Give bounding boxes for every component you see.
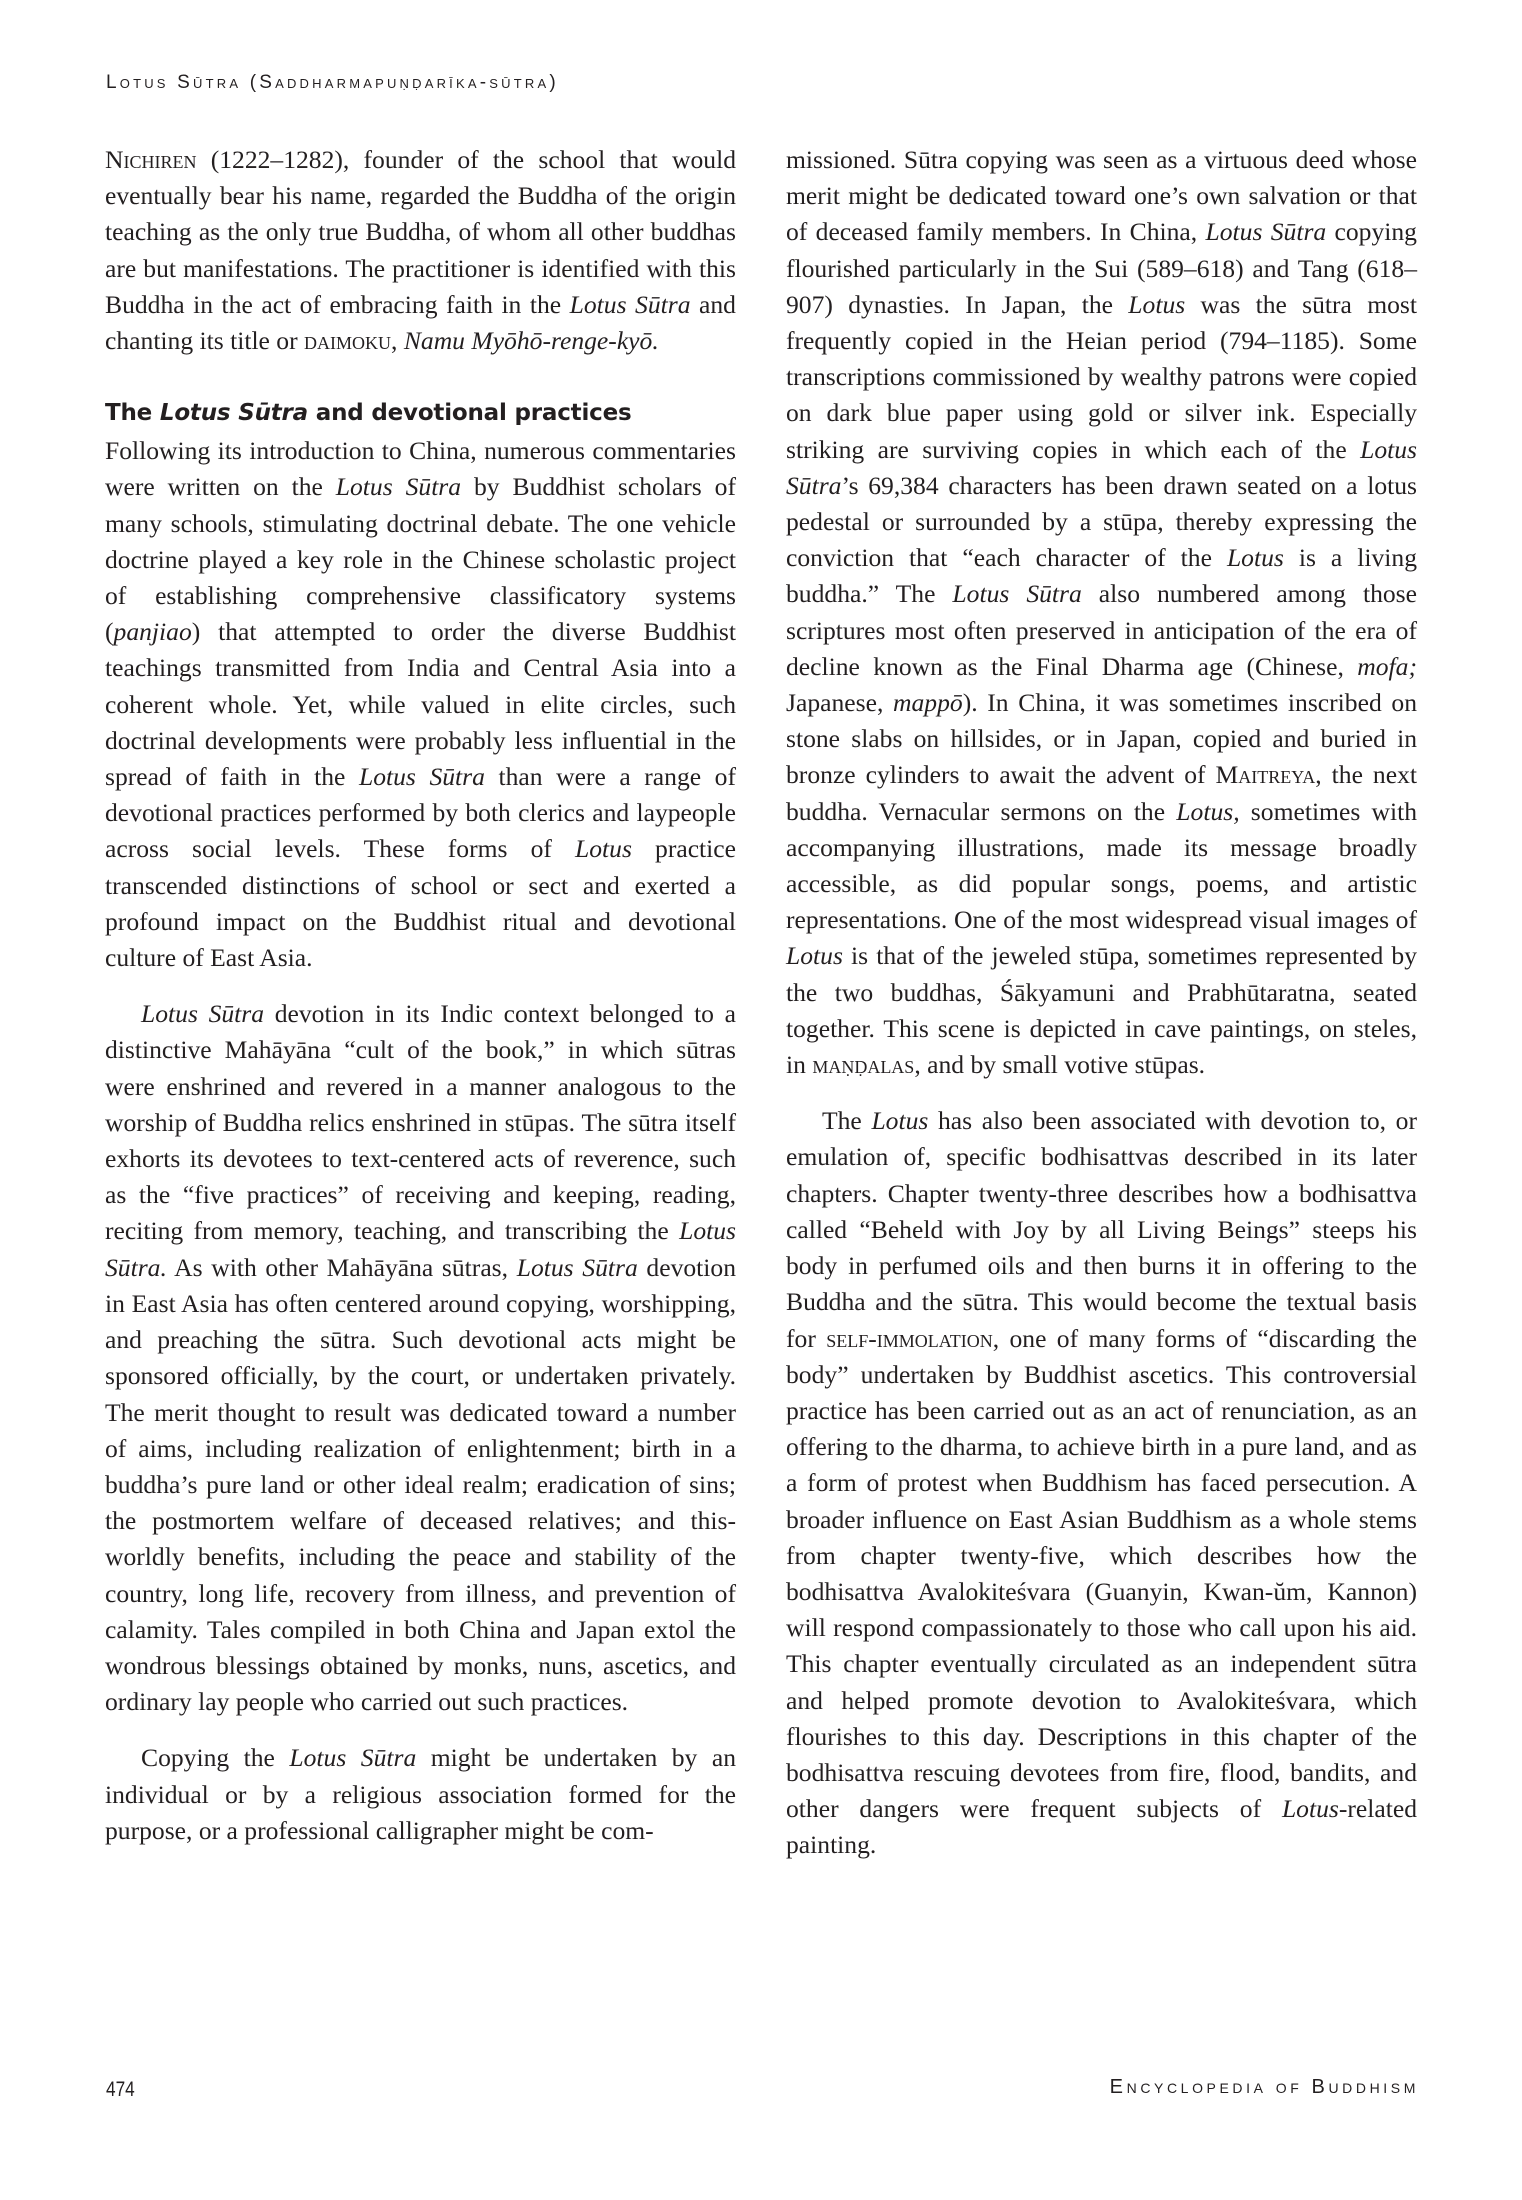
text: ) that attempted to order the diverse Buddhist teachings transmitted from India and Central Asia into a coherent whole. Yet, while valued in elite circles, such doctrinal developments were probably less influential in the spread of faith in the bbox=[105, 617, 736, 792]
running-head: Lotus Sūtra (Saddharmapuṇḍarīka-sūtra) bbox=[106, 72, 559, 93]
text: than were a range of devotional practices performed by both clerics and laypeople across social levels. These forms of bbox=[105, 762, 736, 864]
crossref-self-immolation[interactable]: self-immolation bbox=[826, 1323, 993, 1353]
italic-term: panjiao bbox=[113, 617, 192, 647]
italic-title: Lotus bbox=[1128, 289, 1186, 319]
text: , bbox=[391, 326, 404, 356]
italic-title: Lotus Sūtra bbox=[786, 434, 1417, 500]
text: Copying the bbox=[141, 1743, 290, 1773]
italic-term: mappō bbox=[893, 688, 963, 718]
crossref-nichiren[interactable]: Nichiren bbox=[105, 145, 197, 174]
italic-title: Lotus Sūtra bbox=[516, 1252, 638, 1282]
italic-term: mofa; bbox=[1357, 651, 1417, 681]
section-heading bbox=[105, 395, 736, 431]
text: might be undertaken by an individual or by a religious association formed for the purpose, or a professional calligrapher might be com- bbox=[105, 1743, 736, 1845]
page-number: 474 bbox=[106, 2078, 135, 2101]
heading-italic: Lotus Sūtra bbox=[159, 400, 308, 427]
left-column bbox=[105, 142, 736, 1849]
book-title: Encyclopedia of Buddhism bbox=[1109, 2076, 1419, 2098]
text: ). In China, it was sometimes inscribed on stone slabs on hillsides, or in Japan, copied and buried in bronze cylinders to await the advent of bbox=[786, 688, 1417, 790]
italic-title: Lotus bbox=[1226, 543, 1284, 573]
text: and chanting its title or bbox=[105, 289, 736, 356]
text: sometimes with accompanying illustrations, made its message broadly accessible, as did popular songs, poems, and artistic representations. One of the most widespread visual images of bbox=[786, 796, 1417, 935]
text: Following its introduction to China, numerous commentaries were written on the bbox=[105, 436, 736, 502]
text: practice transcended distinctions of school or sect and exerted a profound impact on the Buddhist ritual and devotional culture of East Asia. bbox=[105, 834, 736, 973]
text: devotion in East Asia has often centered around copying, worshipping, and preaching the sūtra. Such devotional acts might be sponsored officially, by the court, or undertaken privately. The merit thought to result was dedicated toward a number of aims, including realization of enlightenment; birth in a buddha’s pure land or other ideal realm; eradication of sins; the postmortem welfare of deceased relatives; and this-worldly benefits, including the peace and stability of the country, long life, recovery from illness, and prevention of calamity. Tales compiled in both China and Japan extol the wondrous blessings obtained by monks, nuns, ascetics, and ordinary lay people who carried out such practices. bbox=[105, 1252, 736, 1717]
text: missioned. Sūtra copying was seen as a virtuous deed whose merit might be dedicated toward one’s own salvation or that of deceased family members. In China, bbox=[786, 145, 1417, 247]
text: As with other Mahāyāna sūtras, bbox=[166, 1252, 517, 1282]
paragraph-indic-devotion bbox=[105, 996, 736, 1720]
italic-title: Lotus Sūtra bbox=[952, 579, 1082, 609]
paragraph-bodhisattvas bbox=[786, 1103, 1417, 1863]
italic-title: Lotus bbox=[871, 1106, 929, 1136]
text: , and by small votive stūpas. bbox=[914, 1050, 1206, 1080]
crossref-mandalas[interactable]: maṇḍalas bbox=[812, 1050, 915, 1080]
text: is that of the jeweled stūpa, sometimes represented by the two buddhas, Śākyamuni and Prabhūtaratna, seated together. This scene is depicted in cave paintings, on steles, in bbox=[786, 941, 1417, 1080]
text: by Buddhist scholars of many schools, stimulating doctrinal debate. The one vehicle doctrine played a key role in the Chinese scholastic project of establishing comprehensive classificatory systems ( bbox=[105, 472, 736, 647]
text: ’s 69,384 characters has been drawn seated on a lotus pedestal or surrounded by a stūpa, thereby expressing the conviction that “each character of the bbox=[786, 470, 1417, 573]
paragraph-copying bbox=[105, 1740, 736, 1849]
text: The bbox=[822, 1106, 872, 1136]
right-column bbox=[786, 142, 1417, 1864]
italic-title: Lotus bbox=[786, 941, 843, 971]
text: , the next buddha. Vernacular sermons on the bbox=[786, 760, 1417, 826]
paragraph-nichiren bbox=[105, 142, 736, 359]
italic-title: Lotus Sūtra bbox=[569, 289, 691, 319]
italic-title: Lotus Sūtra bbox=[141, 999, 265, 1029]
text: also numbered among those scriptures most often preserved in anticipation of the era of decline known as the Final Dharma age (Chinese, bbox=[786, 579, 1417, 681]
text: Japanese, bbox=[786, 688, 894, 718]
italic-title: Lotus, bbox=[1176, 796, 1240, 826]
text: has also been associated with devotion to, or emulation of, specific bodhisattvas described in its later chapters. Chapter twenty-three describes how a bodhisattva called “Beheld with Joy by all Living Beings” steeps his body in perfumed oils and then burns it in offering to the Buddha and the sūtra. This would become the textual basis for bbox=[786, 1106, 1417, 1353]
text: copying flourished particularly in the Sui (589–618) and Tang (618–907) dynasties. In Japan, the bbox=[786, 217, 1417, 319]
text: devotion in its Indic context belonged to a distinctive Mahāyāna “cult of the book,” in which sūtras were enshrined and revered in a manner analogous to the worship of Buddha relics enshrined in stūpas. The sūtra itself exhorts its devotees to text-centered acts of reverence, such as the “five practices” of receiving and keeping, reading, reciting from memory, teaching, and transcribing the bbox=[105, 999, 736, 1246]
text: (1222–1282), founder of the school that would eventually bear his name, regarded the Buddha of the origin teaching as the only true Buddha, of whom all other buddhas are but manifestations. The practitioner is identified with this Buddha in the act of embracing faith in the bbox=[105, 145, 736, 319]
italic-title: Lotus Sūtra bbox=[289, 1743, 417, 1773]
italic-title: Lotus Sūtra bbox=[358, 762, 485, 792]
crossref-maitreya[interactable]: Maitreya bbox=[1215, 760, 1316, 790]
paragraph-commentaries bbox=[105, 433, 736, 976]
italic-title: Lotus bbox=[575, 834, 632, 864]
text: was the sūtra most frequently copied in the Heian period (794–1185). Some transcriptions commissioned by wealthy patrons were copied on dark blue paper using gold or silver ink. Especially striking are surviving copies in which each of the bbox=[786, 289, 1417, 464]
text: is a living buddha.” The bbox=[786, 543, 1417, 609]
text: , one of many forms of “discarding the body” undertaken by Buddhist ascetics. This controversial practice has been carried out as an act of renunciation, as an offering to the dharma, to achieve birth in a pure land, and as a form of protest when Buddhism has faced persecution. A broader influence on East Asian Buddhism as a whole stems from chapter twenty-five, which describes how the bodhisattva Avalokiteśvara (Guanyin, Kwan-ŭm, Kannon) will respond compassionately to those who call upon his aid. This chapter eventually circulated as an independent sūtra and helped promote devotion to Avalokiteśvara, which flourishes to this day. Descriptions in this chapter of the bodhisattva rescuing devotees from fire, flood, bandits, and other dangers were frequent subjects of bbox=[786, 1323, 1417, 1824]
heading-text: and devotional practices bbox=[308, 400, 632, 427]
paragraph-copying-continued bbox=[786, 142, 1417, 1083]
italic-term: Namu Myōhō-renge-kyō. bbox=[403, 326, 659, 356]
italic-title: Lotus bbox=[1281, 1794, 1339, 1824]
heading-text: The bbox=[105, 400, 160, 427]
italic-title: Lotus Sūtra bbox=[335, 472, 462, 502]
text: -related painting. bbox=[786, 1794, 1417, 1860]
italic-title: Lotus Sūtra bbox=[1205, 217, 1327, 247]
crossref-daimoku[interactable]: daimoku bbox=[304, 326, 392, 356]
italic-title: Lotus Sūtra. bbox=[105, 1216, 736, 1282]
